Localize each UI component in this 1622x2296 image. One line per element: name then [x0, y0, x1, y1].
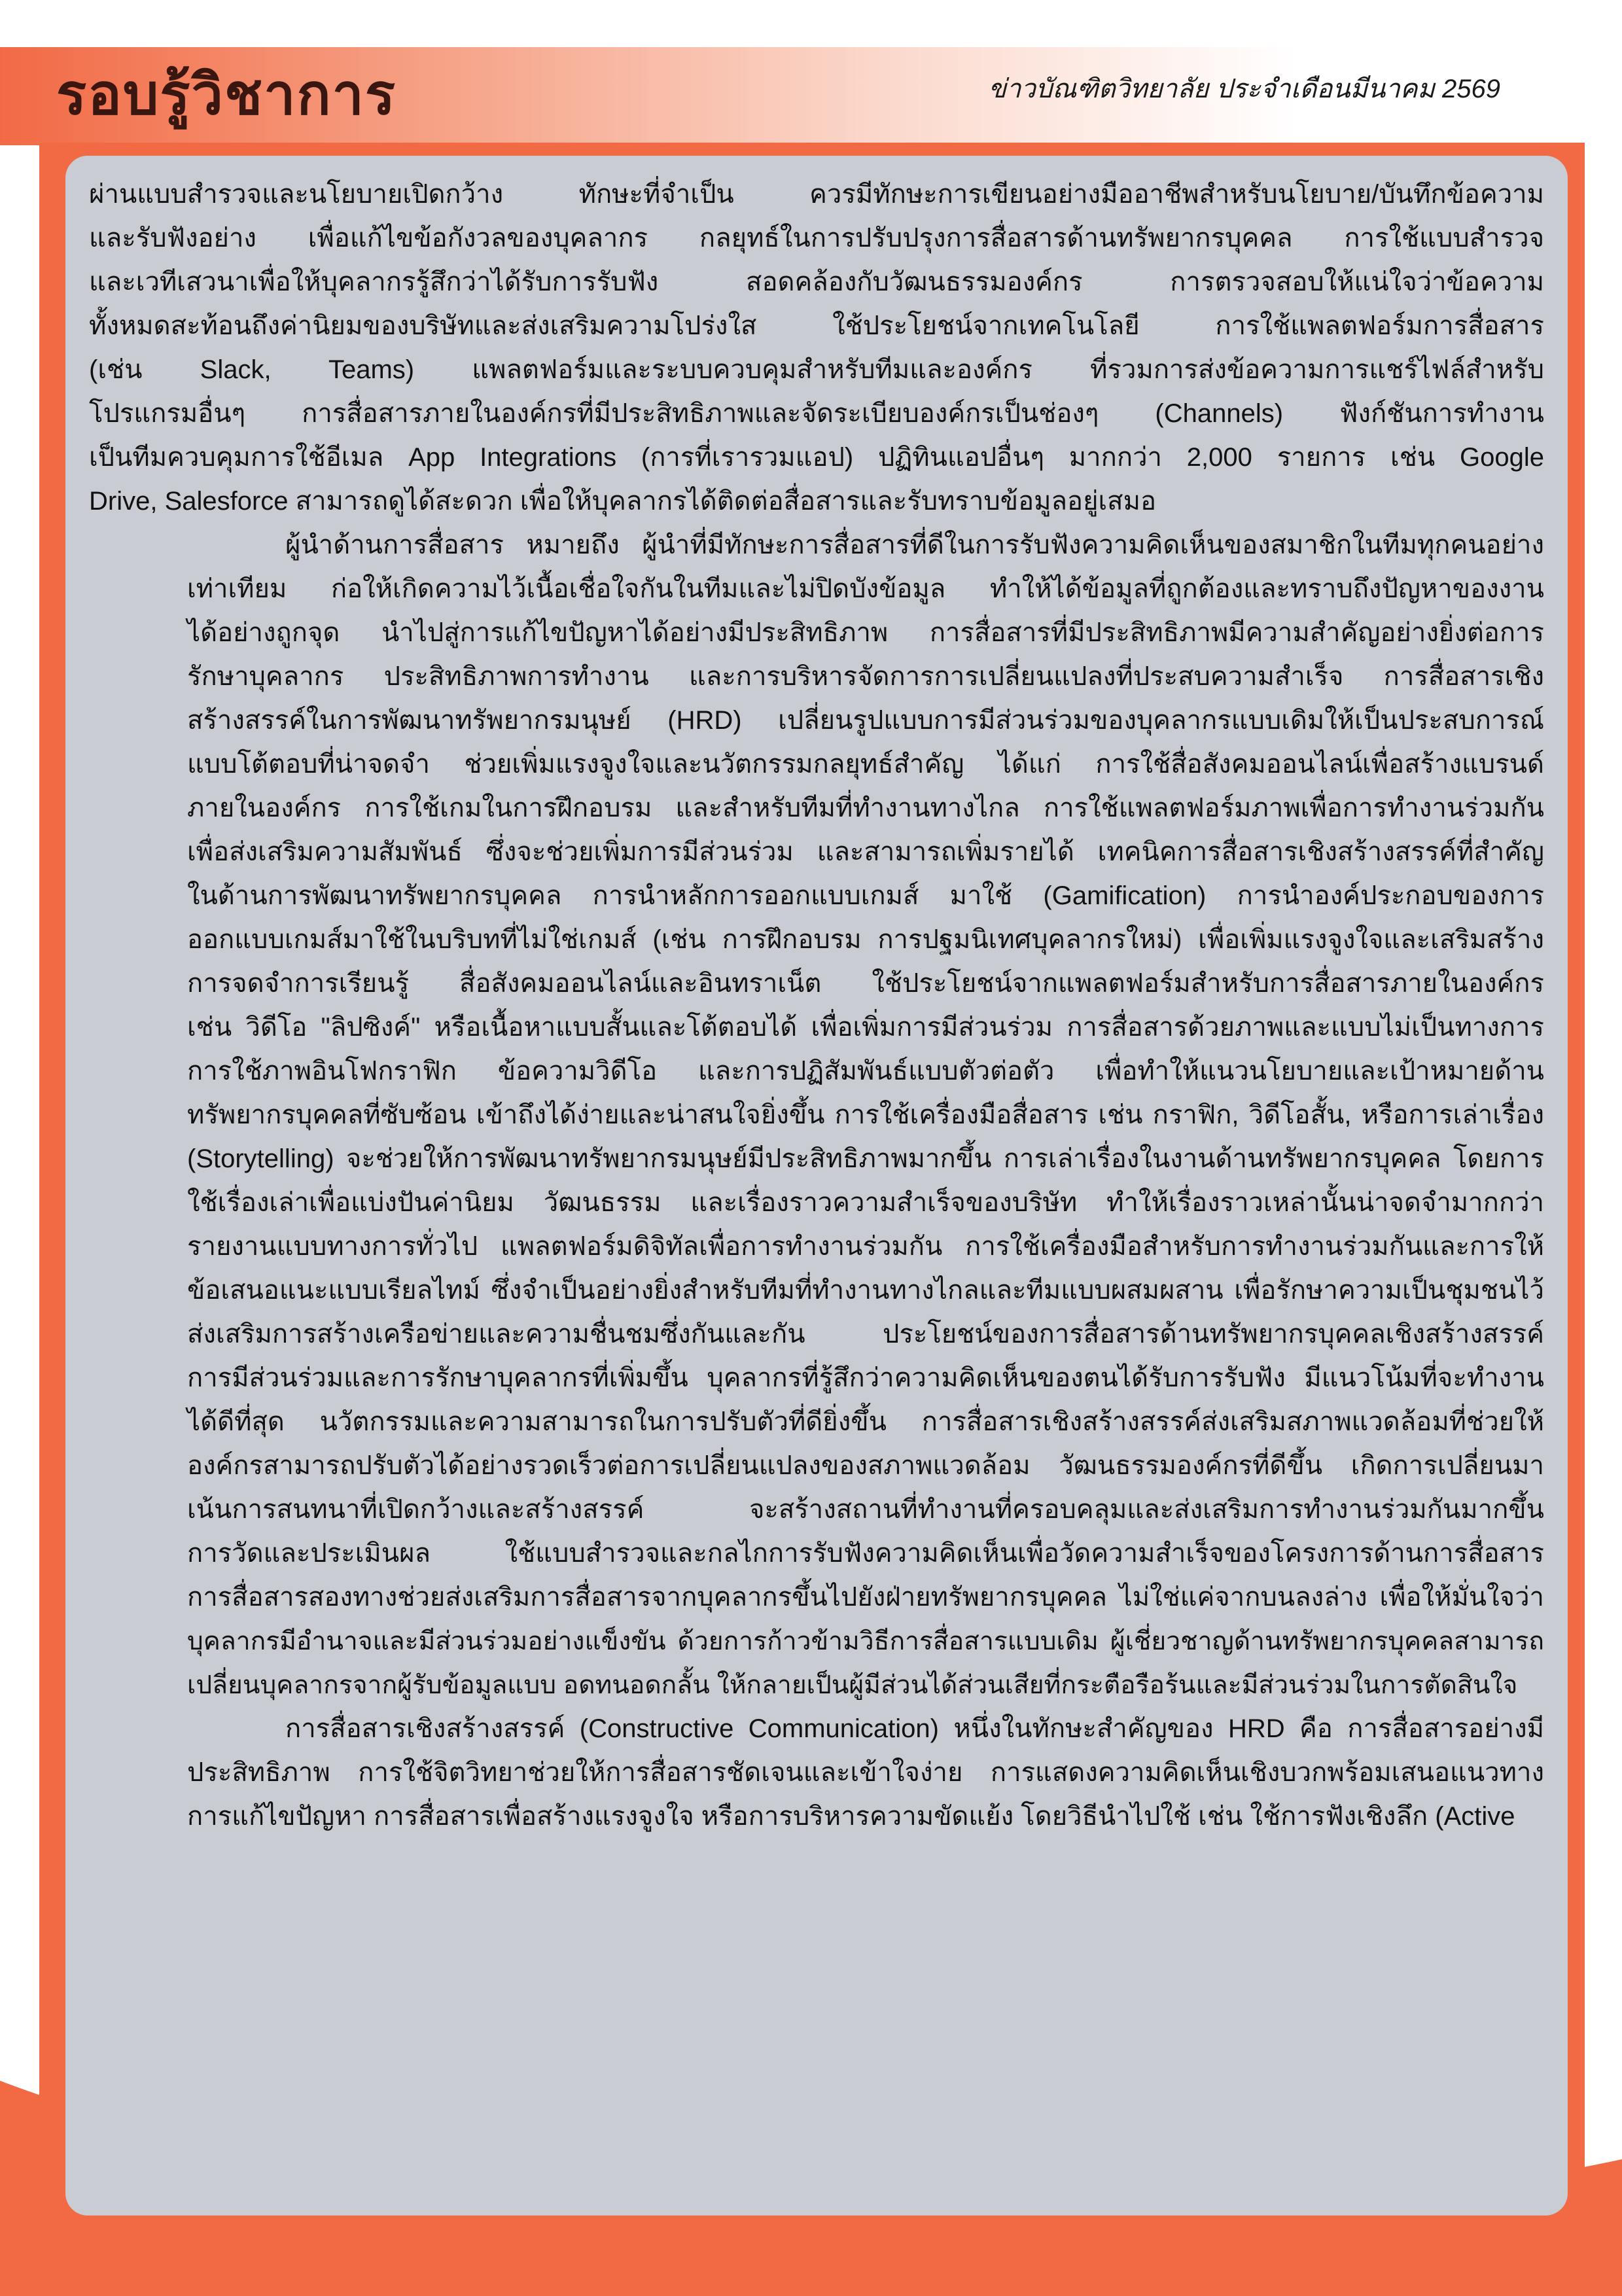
text-line: ข้อเสนอแนะแบบเรียลไทม์ ซึ่งจำเป็นอย่างยิ่งสำหรับทีมที่ทำงานทางไกลและทีมแบบผสมผสาน เพื่อรักษาความเป็นชุมชนไว้ — [187, 1276, 1544, 1305]
text-line: การแก้ไขปัญหา การสื่อสารเพื่อสร้างแรงจูงใจ หรือการบริหารความขัดแย้ง โดยวิธีนำไปใช้ เช่น ใช้การฟังเชิงลึก (Active — [187, 1802, 1515, 1831]
text-line: เพื่อส่งเสริมความสัมพันธ์ ซึ่งจะช่วยเพิ่มการมีส่วนร่วม และสามารถเพิ่มรายได้ เทคนิคการสื่อสารเชิงสร้างสรรค์ที่สำคัญ — [187, 838, 1544, 866]
text-line: ได้อย่างถูกจุด นำไปสู่การแก้ไขปัญหาได้อย่างมีประสิทธิภาพ การสื่อสารที่มีประสิทธิภาพมีความสำคัญอย่างยิ่งต่อการ — [187, 618, 1544, 647]
text-line: ประสิทธิภาพ การใช้จิตวิทยาช่วยให้การสื่อสารชัดเจนและเข้าใจง่าย การแสดงความคิดเห็นเชิงบวกพร้อมเสนอแนวทาง — [187, 1758, 1544, 1787]
article-body — [89, 173, 1544, 1839]
content-panel — [65, 156, 1568, 2216]
issue-line: ข่าวบัณฑิตวิทยาลัย ประจำเดือนมีนาคม 2569 — [988, 75, 1500, 103]
text-line: เปลี่ยนบุคลากรจากผู้รับข้อมูลแบบ อดทนอดกลั้น ให้กลายเป็นผู้มีส่วนได้ส่วนเสียที่กระตือรือร้นและมีส่วนร่วมในการตัดสินใจ — [187, 1671, 1518, 1699]
text-line: แบบโต้ตอบที่น่าจดจำ ช่วยเพิ่มแรงจูงใจและนวัตกรรมกลยุทธ์สำคัญ ได้แก่ การใช้สื่อสังคมออนไลน์เพื่อสร้างแบรนด์ — [187, 750, 1544, 779]
text-line: ได้ดีที่สุด นวัตกรรมและความสามารถในการปรับตัวที่ดียิ่งขึ้น การสื่อสารเชิงสร้างสรรค์ส่งเสริมสภาพแวดล้อมที่ช่วยให้ — [187, 1407, 1544, 1436]
text-line: เช่น วิดีโอ "ลิปซิงค์" หรือเนื้อหาแบบสั้นและโต้ตอบได้ เพื่อเพิ่มการมีส่วนร่วม การสื่อสารด้วยภาพและแบบไม่เป็นทางการ — [187, 1013, 1544, 1042]
text-line: บุคลากรมีอำนาจและมีส่วนร่วมอย่างแข็งขัน ด้วยการก้าวข้ามวิธีการสื่อสารแบบเดิม ผู้เชี่ยวชาญด้านทรัพยากรบุคคลสามารถ — [187, 1627, 1544, 1655]
text-line: และรับฟังอย่าง เพื่อแก้ไขข้อกังวลของบุคลากร กลยุทธ์ในการปรับปรุงการสื่อสารด้านทรัพยากรบุคคล การใช้แบบสำรวจ — [89, 224, 1544, 253]
text-line: สร้างสรรค์ในการพัฒนาทรัพยากรมนุษย์ (HRD) เปลี่ยนรูปแบบการมีส่วนร่วมของบุคลากรแบบเดิมให้เป็นประสบการณ์ — [187, 706, 1544, 735]
text-line: การมีส่วนร่วมและการรักษาบุคลากรที่เพิ่มขึ้น บุคลากรที่รู้สึกว่าความคิดเห็นของตนได้รับการรับฟัง มีแนวโน้มที่จะทำงาน — [187, 1364, 1544, 1392]
text-line: ภายในองค์กร การใช้เกมในการฝึกอบรม และสำหรับทีมที่ทำงานทางไกล การใช้แพลตฟอร์มภาพเพื่อการทำงานร่วมกัน — [187, 794, 1544, 822]
text-line: Drive, Salesforce สามารถดูได้สะดวก เพื่อให้บุคลากรได้ติดต่อสื่อสารและรับทราบข้อมูลอยู่เสมอ — [89, 487, 1156, 516]
text-line: การสื่อสารเชิงสร้างสรรค์ (Constructive Communication) หนึ่งในทักษะสำคัญของ HRD คือ การสื่อสารอย่างมี — [285, 1714, 1544, 1743]
text-line: ทั้งหมดสะท้อนถึงค่านิยมของบริษัทและส่งเสริมความโปร่งใส ใช้ประโยชน์จากเทคโนโลยี การใช้แพลตฟอร์มการสื่อสาร — [89, 311, 1544, 340]
text-line: การวัดและประเมินผล ใช้แบบสำรวจและกลไกการรับฟังความคิดเห็นเพื่อวัดความสำเร็จของโครงการด้านการสื่อสาร — [187, 1539, 1544, 1568]
text-line: ในด้านการพัฒนาทรัพยากรบุคคล การนำหลักการออกแบบเกมส์ มาใช้ (Gamification) การนำองค์ประกอบของการ — [187, 881, 1544, 910]
text-line: การจดจำการเรียนรู้ สื่อสังคมออนไลน์และอินทราเน็ต ใช้ประโยชน์จากแพลตฟอร์มสำหรับการสื่อสารภายในองค์กร — [187, 969, 1544, 998]
text-line: เน้นการสนทนาที่เปิดกว้างและสร้างสรรค์ จะสร้างสถานที่ทำงานที่ครอบคลุมและส่งเสริมการทำงานร่วมกันมากขึ้น — [187, 1495, 1544, 1524]
section-title: รอบรู้วิชาการ — [56, 62, 397, 128]
text-line: ผ่านแบบสำรวจและนโยบายเปิดกว้าง ทักษะที่จำเป็น ควรมีทักษะการเขียนอย่างมืออาชีพสำหรับนโยบาย/บันทึกข้อความ — [89, 180, 1544, 209]
text-line: เท่าเทียม ก่อให้เกิดความไว้เนื้อเชื่อใจกันในทีมและไม่ปิดบังข้อมูล ทำให้ได้ข้อมูลที่ถูกต้องและทราบถึงปัญหาของงาน — [187, 574, 1544, 603]
text-line: ผู้นำด้านการสื่อสาร หมายถึง ผู้นำที่มีทักษะการสื่อสารที่ดีในการรับฟังความคิดเห็นของสมาชิกในทีมทุกคนอย่าง — [285, 531, 1544, 559]
text-line: ออกแบบเกมส์มาใช้ในบริบทที่ไม่ใช่เกมส์ (เช่น การฝึกอบรม การปฐมนิเทศบุคลากรใหม่) เพื่อเพิ่มแรงจูงใจและเสริมสร้าง — [187, 925, 1544, 954]
text-line: รายงานแบบทางการทั่วไป แพลตฟอร์มดิจิทัลเพื่อการทำงานร่วมกัน การใช้เครื่องมือสำหรับการทำงานร่วมกันและการให้ — [187, 1232, 1544, 1261]
paragraph — [89, 173, 1544, 523]
text-line: การสื่อสารสองทางช่วยส่งเสริมการสื่อสารจากบุคลากรขึ้นไปยังฝ่ายทรัพยากรบุคคล ไม่ใช่แค่จากบนลงล่าง เพื่อให้มั่นใจว่า — [187, 1583, 1544, 1612]
text-line: และเวทีเสวนาเพื่อให้บุคลากรรู้สึกว่าได้รับการรับฟัง สอดคล้องกับวัฒนธรรมองค์กร การตรวจสอบให้แน่ใจว่าข้อความ — [89, 268, 1544, 296]
text-line: เป็นทีมควบคุมการใช้อีเมล App Integrations (การที่เรารวมแอป) ปฏิทินแอปอื่นๆ มากกว่า 2,000 รายการ เช่น Google — [89, 443, 1544, 472]
text-line: ทรัพยากรบุคคลที่ซับซ้อน เข้าถึงได้ง่ายและน่าสนใจยิ่งขึ้น การใช้เครื่องมือสื่อสาร เช่น กราฟิก, วิดีโอสั้น, หรือการเล่าเรื่อง — [187, 1101, 1544, 1129]
text-line: รักษาบุคลากร ประสิทธิภาพการทำงาน และการบริหารจัดการการเปลี่ยนแปลงที่ประสบความสำเร็จ การสื่อสารเชิง — [187, 662, 1544, 691]
paragraph — [89, 1707, 1544, 1839]
text-line: การใช้ภาพอินโฟกราฟิก ข้อความวิดีโอ และการปฏิสัมพันธ์แบบตัวต่อตัว เพื่อทำให้แนวนโยบายและเป้าหมายด้าน — [187, 1057, 1544, 1086]
paragraph — [89, 523, 1544, 1707]
text-line: โปรแกรมอื่นๆ การสื่อสารภายในองค์กรที่มีประสิทธิภาพและจัดระเบียบองค์กรเป็นช่องๆ (Channels) ฟังก์ชันการทำงาน — [89, 399, 1544, 428]
text-line: ใช้เรื่องเล่าเพื่อแบ่งปันค่านิยม วัฒนธรรม และเรื่องราวความสำเร็จของบริษัท ทำให้เรื่องราวเหล่านั้นน่าจดจำมากกว่า — [187, 1188, 1544, 1217]
text-line: ส่งเสริมการสร้างเครือข่ายและความชื่นชมซึ่งกันและกัน ประโยชน์ของการสื่อสารด้านทรัพยากรบุคคลเชิงสร้างสรรค์ — [187, 1320, 1544, 1349]
text-line: องค์กรสามารถปรับตัวได้อย่างรวดเร็วต่อการเปลี่ยนแปลงของสภาพแวดล้อม วัฒนธรรมองค์กรที่ดีขึ้น เกิดการเปลี่ยนมา — [187, 1451, 1544, 1480]
text-line: (Storytelling) จะช่วยให้การพัฒนาทรัพยากรมนุษย์มีประสิทธิภาพมากขึ้น การเล่าเรื่องในงานด้านทรัพยากรบุคคล โดยการ — [187, 1144, 1544, 1173]
text-line: (เช่น Slack, Teams) แพลตฟอร์มและระบบควบคุมสำหรับทีมและองค์กร ที่รวมการส่งข้อความการแชร์ไฟล์สำหรับ — [89, 355, 1544, 384]
